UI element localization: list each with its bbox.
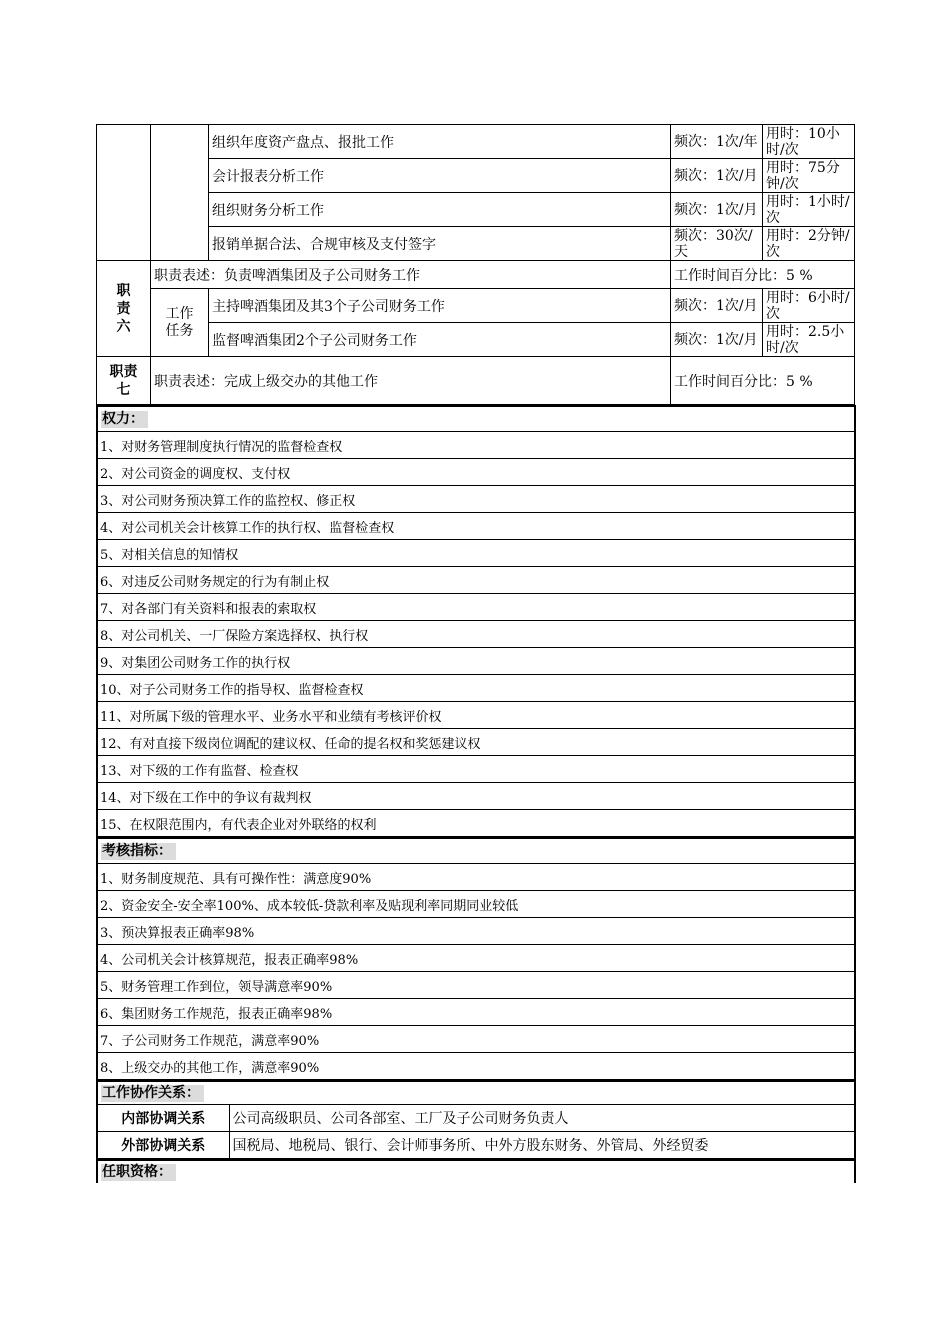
power-item (97, 810, 855, 837)
task-duration: 用时：2分钟/次 (763, 227, 855, 261)
powers-title: 权力： (101, 411, 148, 428)
power-item (97, 756, 855, 783)
internal-relations-value: 公司高级职员、公司各部室、工厂及子公司财务负责人 (229, 1105, 855, 1132)
task-frequency: 频次：1次/年 (671, 125, 763, 159)
kpi-list (97, 864, 855, 1080)
task-frequency: 频次：1次/月 (671, 323, 763, 357)
kpi-item-text: 5、财务管理工作到位，领导满意率90% (97, 972, 855, 999)
external-relations-row (97, 1132, 855, 1159)
power-item-text: 3、对公司财务预决算工作的监控权、修正权 (97, 486, 855, 513)
task-text: 组织财务分析工作 (209, 193, 671, 227)
power-item-text: 14、对下级在工作中的争议有裁判权 (97, 783, 855, 810)
task-label-cell (151, 125, 209, 261)
duty-label-cell (97, 125, 151, 261)
task-duration: 用时：1小时/次 (763, 193, 855, 227)
power-item (97, 459, 855, 486)
power-item (97, 513, 855, 540)
duty6-description-row (97, 261, 855, 289)
task-frequency: 频次：30次/天 (671, 227, 763, 261)
power-item (97, 540, 855, 567)
task-duration: 用时：10小时/次 (763, 125, 855, 159)
kpi-item-text: 4、公司机关会计核算规范，报表正确率98% (97, 945, 855, 972)
qualifications-header-row (97, 1160, 855, 1183)
duty7-row (97, 357, 855, 405)
power-item-text: 2、对公司资金的调度权、支付权 (97, 459, 855, 486)
kpi-item (97, 918, 855, 945)
power-item-text: 10、对子公司财务工作的指导权、监督检查权 (97, 675, 855, 702)
power-item (97, 729, 855, 756)
kpi-item (97, 999, 855, 1026)
power-item (97, 594, 855, 621)
task-text: 监督啤酒集团2个子公司财务工作 (209, 323, 671, 357)
task-text: 报销单据合法、合规审核及支付签字 (209, 227, 671, 261)
power-item (97, 702, 855, 729)
task-duration: 用时：75分钟/次 (763, 159, 855, 193)
power-item-text: 12、有对直接下级岗位调配的建议权、任命的提名权和奖惩建议权 (97, 729, 855, 756)
task-duration: 用时：6小时/次 (763, 289, 855, 323)
kpi-item (97, 972, 855, 999)
task-row (97, 289, 855, 323)
duty6-description: 职责表述：负责啤酒集团及子公司财务工作 (151, 261, 671, 289)
kpi-item (97, 891, 855, 918)
kpi-section (96, 837, 856, 1080)
job-description-document (96, 124, 854, 1183)
kpi-item-text: 3、预决算报表正确率98% (97, 918, 855, 945)
task-row (97, 227, 855, 261)
duty7-percent: 工作时间百分比：5 % (671, 357, 855, 405)
kpi-item (97, 1053, 855, 1080)
kpi-item-text: 8、上级交办的其他工作，满意率90% (97, 1053, 855, 1080)
duty7-label (97, 357, 151, 405)
power-item-text: 11、对所属下级的管理水平、业务水平和业绩有考核评价权 (97, 702, 855, 729)
task-row (97, 193, 855, 227)
power-item-text: 4、对公司机关会计核算工作的执行权、监督检查权 (97, 513, 855, 540)
power-item-text: 15、在权限范围内，有代表企业对外联络的权利 (97, 810, 855, 837)
qualifications-title: 任职资格： (101, 1164, 176, 1181)
kpi-header-row (97, 838, 855, 864)
external-relations-label: 外部协调关系 (97, 1132, 229, 1159)
task-text: 组织年度资产盘点、报批工作 (209, 125, 671, 159)
internal-relations-label: 内部协调关系 (97, 1105, 229, 1132)
powers-section (96, 405, 856, 837)
power-item (97, 621, 855, 648)
task-row (97, 125, 855, 159)
internal-relations-row (97, 1105, 855, 1132)
cooperation-section (96, 1080, 856, 1159)
cooperation-title: 工作协作关系： (101, 1085, 204, 1102)
kpi-item-text: 1、财务制度规范、具有可操作性：满意度90% (97, 864, 855, 891)
task-frequency: 频次：1次/月 (671, 193, 763, 227)
power-item-text: 5、对相关信息的知情权 (97, 540, 855, 567)
duty6-label (97, 261, 151, 357)
powers-list (97, 432, 855, 837)
power-item-text: 9、对集团公司财务工作的执行权 (97, 648, 855, 675)
power-item (97, 648, 855, 675)
task-duration: 用时：2.5小时/次 (763, 323, 855, 357)
kpi-item (97, 1026, 855, 1053)
task-frequency: 频次：1次/月 (671, 289, 763, 323)
duty6-percent: 工作时间百分比：5 % (671, 261, 855, 289)
duty7-description: 职责表述：完成上级交办的其他工作 (151, 357, 671, 405)
power-item-text: 1、对财务管理制度执行情况的监督检查权 (97, 432, 855, 459)
task-text: 会计报表分析工作 (209, 159, 671, 193)
power-item-text: 8、对公司机关、一厂保险方案选择权、执行权 (97, 621, 855, 648)
external-relations-value: 国税局、地税局、银行、会计师事务所、中外方股东财务、外管局、外经贸委 (229, 1132, 855, 1159)
duties-table (96, 124, 855, 405)
duty6-label-text: 职责六 (116, 282, 131, 335)
kpi-item (97, 945, 855, 972)
power-item-text: 7、对各部门有关资料和报表的索取权 (97, 594, 855, 621)
kpi-item (97, 864, 855, 891)
kpi-item-text: 7、子公司财务工作规范，满意率90% (97, 1026, 855, 1053)
kpi-item-text: 6、集团财务工作规范，报表正确率98% (97, 999, 855, 1026)
task-frequency: 频次：1次/月 (671, 159, 763, 193)
task-text: 主持啤酒集团及其3个子公司财务工作 (209, 289, 671, 323)
power-item-text: 6、对违反公司财务规定的行为有制止权 (97, 567, 855, 594)
duty6-task-label-text: 工作任务 (165, 305, 194, 339)
power-item (97, 783, 855, 810)
duty7-label-text: 职责七 (109, 363, 138, 398)
duty6-task-label (151, 289, 209, 357)
power-item (97, 486, 855, 513)
powers-header-row (97, 406, 855, 432)
task-row (97, 323, 855, 357)
power-item (97, 675, 855, 702)
kpi-title: 考核指标： (101, 843, 176, 860)
power-item-text: 13、对下级的工作有监督、检查权 (97, 756, 855, 783)
cooperation-header-row (97, 1081, 855, 1105)
task-row (97, 159, 855, 193)
power-item (97, 567, 855, 594)
kpi-item-text: 2、资金安全-安全率100%、成本较低-贷款利率及贴现利率同期同业较低 (97, 891, 855, 918)
power-item (97, 432, 855, 459)
qualifications-section (96, 1159, 856, 1183)
